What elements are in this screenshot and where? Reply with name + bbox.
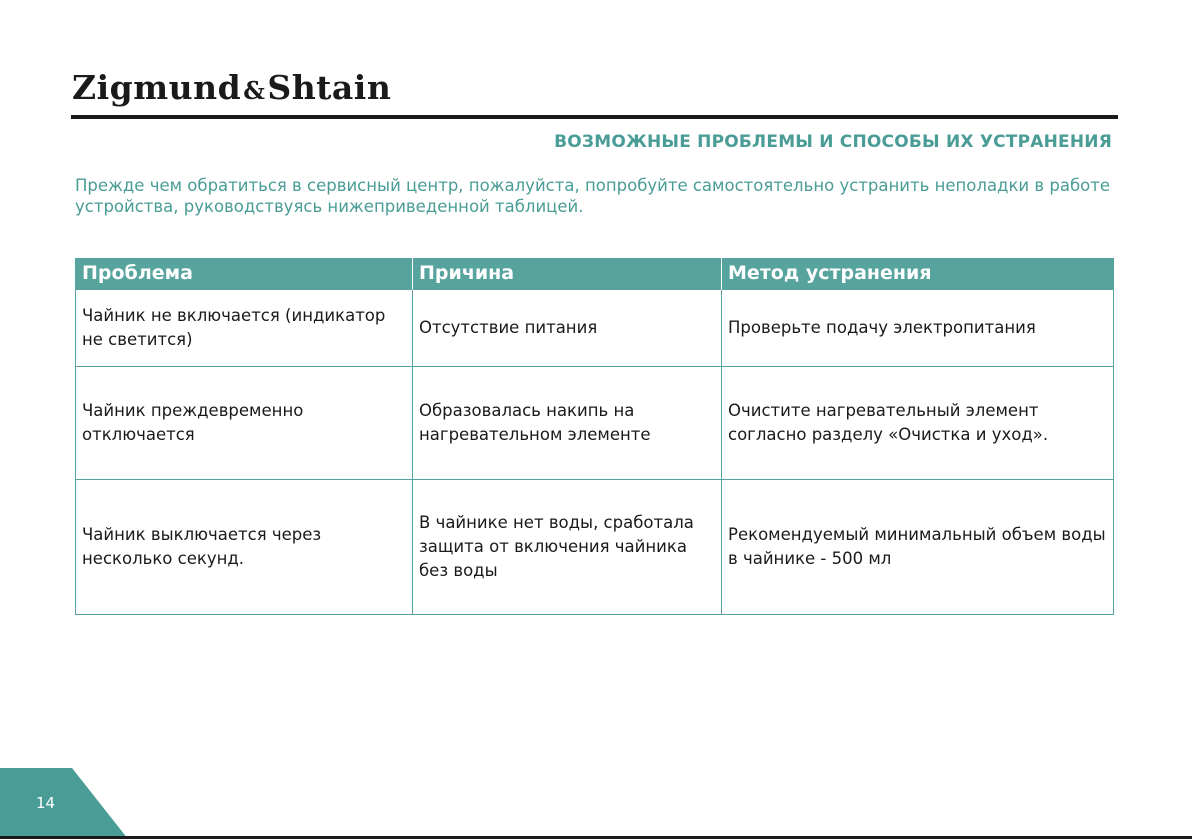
cell-solution: Очистите нагревательный элемент согласно разделу «Очистка и уход». xyxy=(722,366,1114,479)
troubleshooting-table xyxy=(75,258,1114,615)
cell-solution: Проверьте подачу электропитания xyxy=(722,289,1114,366)
table-row xyxy=(76,366,1114,479)
brand-logo xyxy=(72,66,391,113)
header-solution: Метод устранения xyxy=(722,258,1114,289)
table-row xyxy=(76,479,1114,614)
table-header-row xyxy=(76,258,1114,289)
header-rule xyxy=(71,115,1118,119)
table-row xyxy=(76,289,1114,366)
section-title: ВОЗМОЖНЫЕ ПРОБЛЕМЫ И СПОСОБЫ ИХ УСТРАНЕНИЯ xyxy=(554,132,1112,152)
header-problem: Проблема xyxy=(76,258,413,289)
page-number-tab xyxy=(0,768,128,839)
cell-problem: Чайник преждевременно отключается xyxy=(76,366,413,479)
page-number: 14 xyxy=(36,794,56,812)
header-cause: Причина xyxy=(413,258,722,289)
cell-problem: Чайник выключается через несколько секунд. xyxy=(76,479,413,614)
logo-text-left: Zigmund xyxy=(72,68,242,107)
logo-text-right: Shtain xyxy=(267,68,392,107)
logo-ampersand: & xyxy=(243,76,266,105)
cell-solution: Рекомендуемый минимальный объем воды в чайнике - 500 мл xyxy=(722,479,1114,614)
cell-cause: Отсутствие питания xyxy=(413,289,722,366)
cell-cause: Образовалась накипь на нагревательном элементе xyxy=(413,366,722,479)
cell-problem: Чайник не включается (индикатор не светится) xyxy=(76,289,413,366)
cell-cause: В чайнике нет воды, сработала защита от включения чайника без воды xyxy=(413,479,722,614)
intro-paragraph: Прежде чем обратиться в сервисный центр, пожалуйста, попробуйте самостоятельно устранить неполадки в работе устройства, руководствуясь нижеприведенной таблицей. xyxy=(75,176,1110,216)
